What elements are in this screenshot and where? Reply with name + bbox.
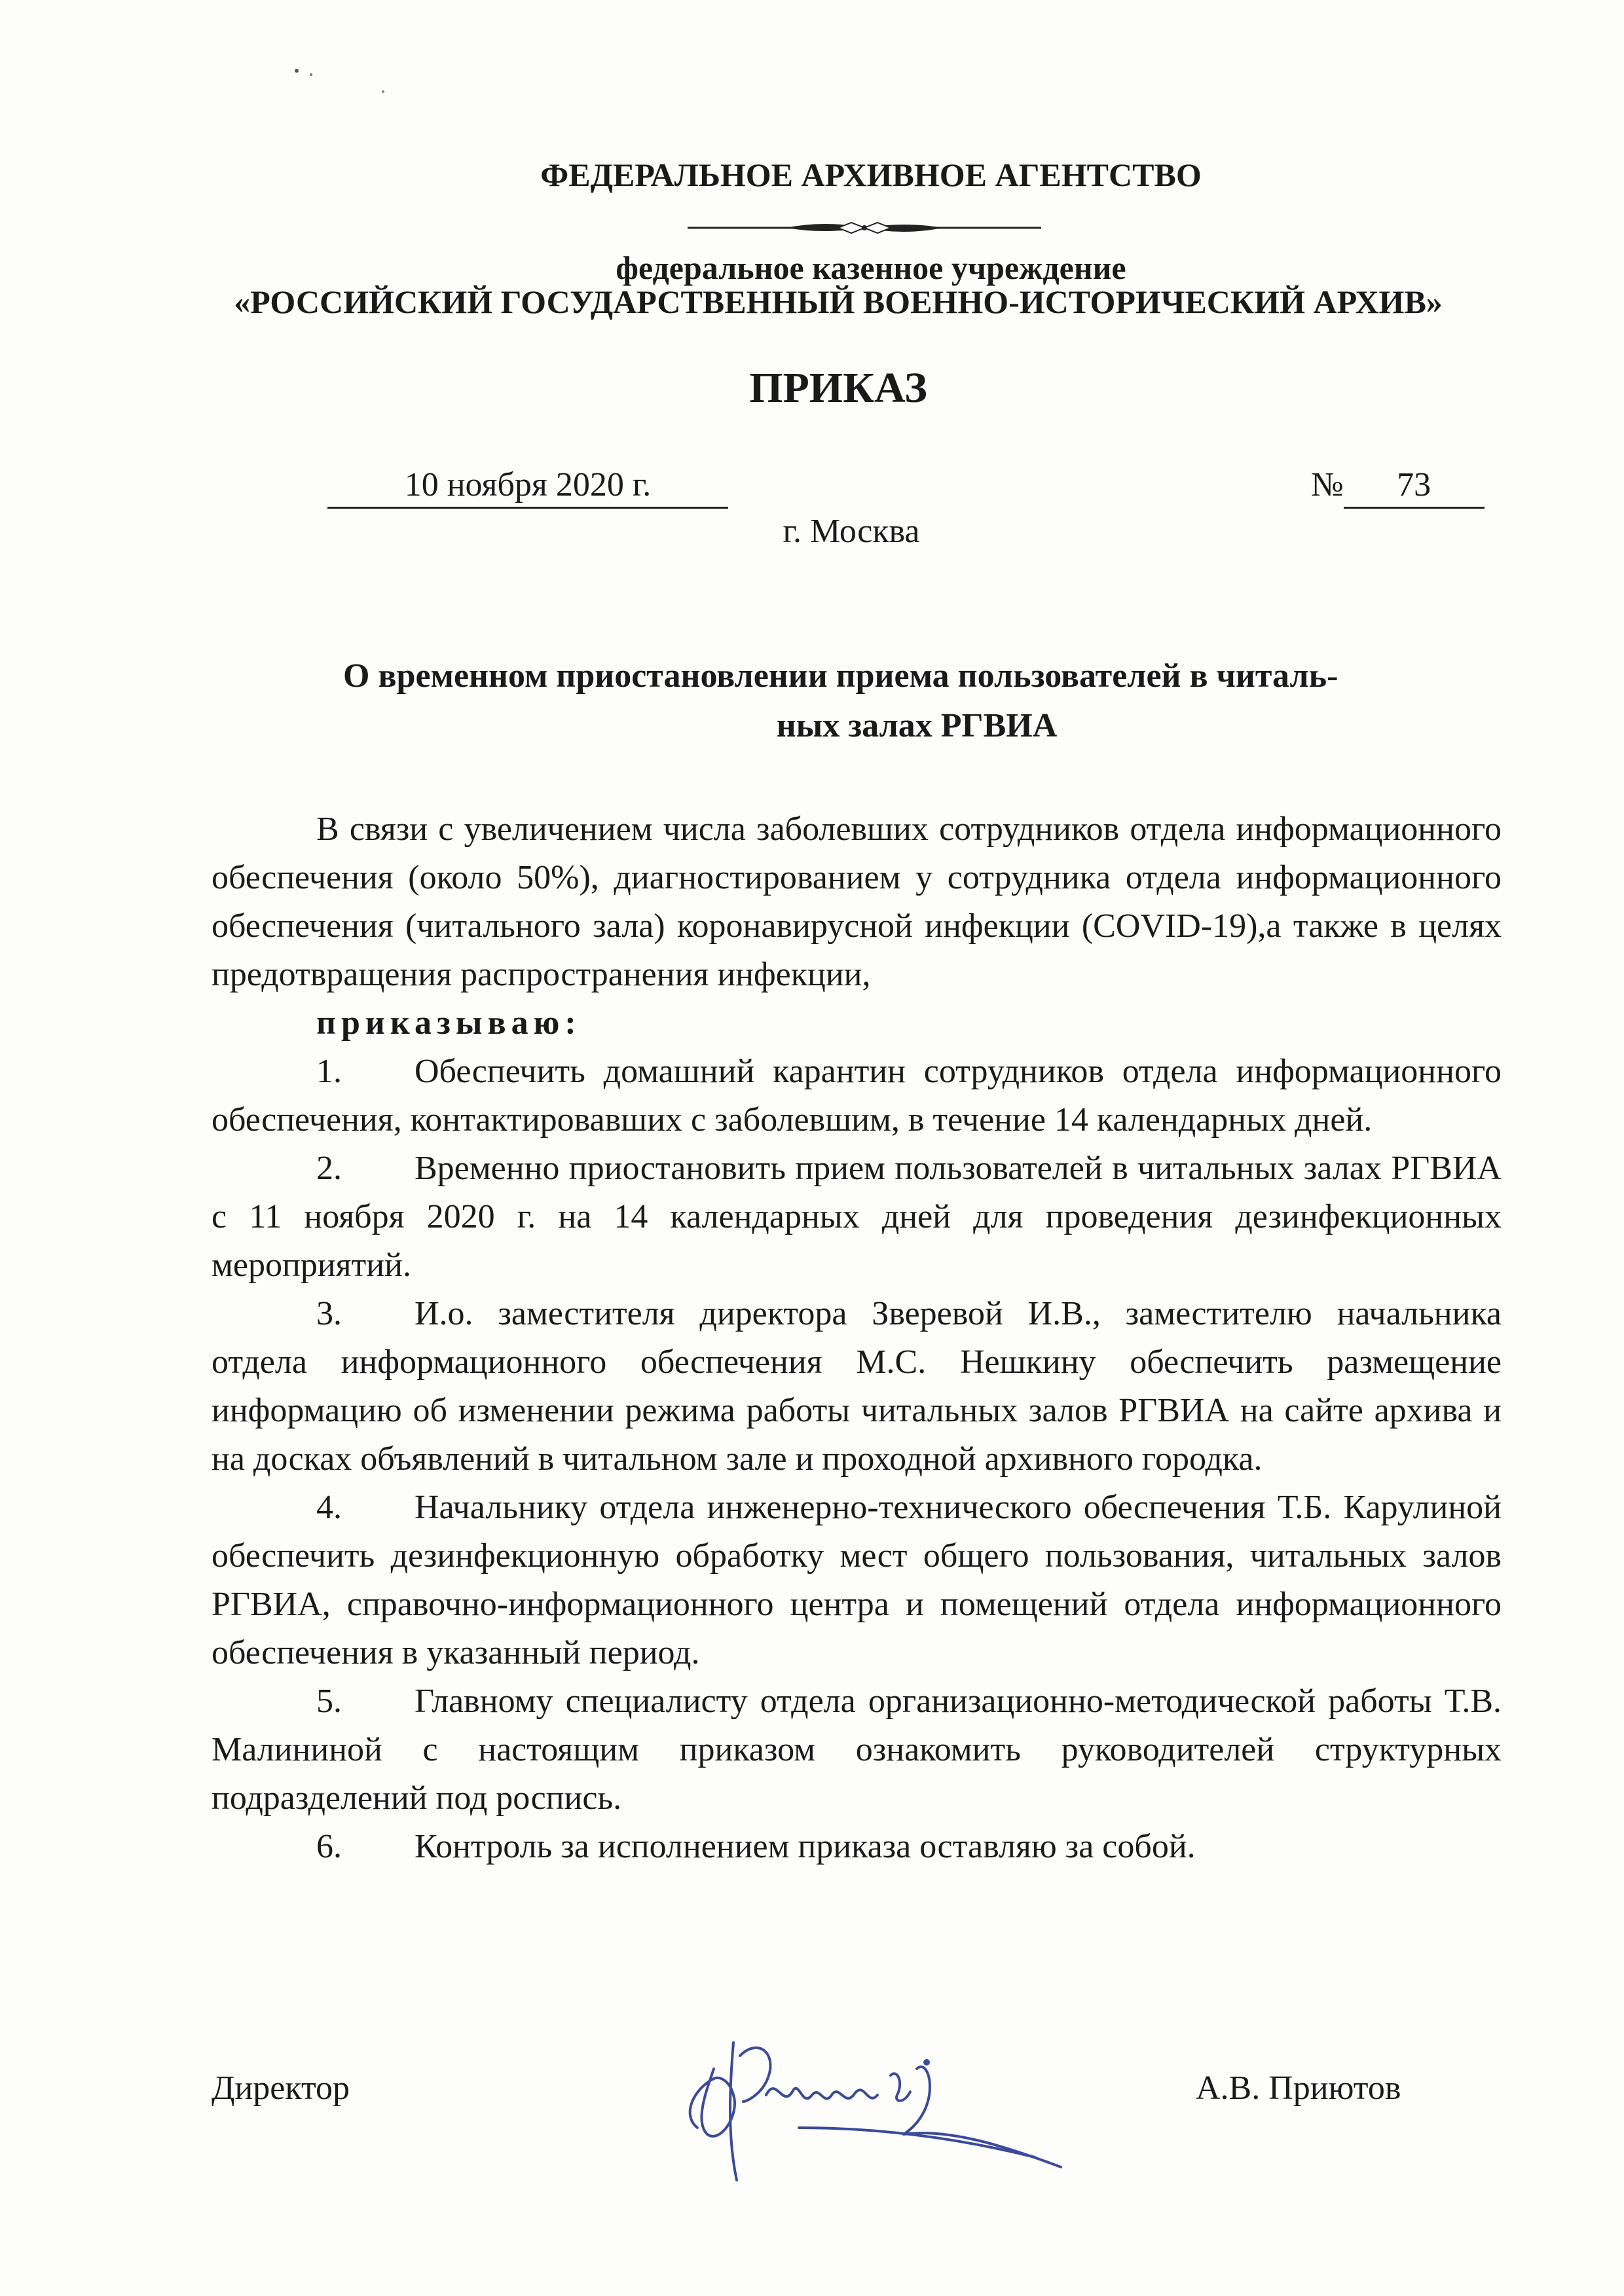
order-item-number: 5.: [316, 1683, 342, 1720]
scan-artifact: [291, 65, 396, 98]
order-item-text: Обеспечить домашний карантин сотрудников отдела информационного обеспечения, контактировавших с заболевшим, в течение 14 календарных дней.: [212, 1053, 1502, 1139]
order-item-number: 4.: [316, 1489, 342, 1526]
order-item-3: [212, 1290, 1502, 1484]
order-item-text: Главному специалисту отдела организационно-методической работы Т.В. Малининой с настоящим приказом ознакомить руководителей структурных подразделений под роспись.: [212, 1683, 1502, 1817]
document-number-field: [1311, 464, 1485, 507]
document-date: 10 ноября 2020 г.: [327, 464, 728, 509]
document-title: [327, 651, 1493, 751]
order-item-text: Контроль за исполнением приказа оставляю за собой.: [415, 1828, 1196, 1865]
order-item-number: 6.: [316, 1828, 342, 1865]
document-body: [212, 805, 1502, 1871]
order-item-number: 3.: [316, 1295, 342, 1332]
order-item-4: [212, 1484, 1502, 1677]
order-item-text: Начальнику отдела инженерно-технического обеспечения Т.Б. Карулиной обеспечить дезинфекционную обработку мест общего пользования, читальных залов РГВИА, справочно-информационного центра и помещений отдела информационного обеспечения в указанный период.: [212, 1489, 1502, 1671]
signer-name: А.В. Приютов: [1196, 2069, 1401, 2107]
signer-role: Директор: [212, 2069, 350, 2107]
document-kind: ПРИКАЗ: [749, 364, 927, 412]
agency-name: ФЕДЕРАЛЬНОЕ АРХИВНОЕ АГЕНТСТВО: [540, 156, 1202, 193]
order-item-number: 1.: [316, 1053, 342, 1090]
order-item-6: [212, 1823, 1502, 1871]
header-ornament-divider: [688, 216, 1041, 240]
document-title-line-2: ных залах РГВИА: [776, 707, 1058, 744]
institution-name: «РОССИЙСКИЙ ГОСУДАРСТВЕННЫЙ ВОЕННО-ИСТОРИЧЕСКИЙ АРХИВ»: [234, 283, 1443, 320]
order-word: приказываю:: [316, 1004, 581, 1042]
preamble-paragraph: В связи с увеличением числа заболевших сотрудников отдела информационного обеспечения (около 50%), диагностированием у сотрудника отдела информационного обеспечения (читального зала) коронавирусной инфекции (COVID-19),а также в целях предотвращения распространения инфекции,: [212, 811, 1502, 993]
order-item-1: [212, 1048, 1502, 1144]
order-item-2: [212, 1144, 1502, 1290]
order-item-number: 2.: [316, 1150, 342, 1187]
institution-type: федеральное казенное учреждение: [616, 249, 1126, 286]
order-item-text: И.о. заместителя директора Зверевой И.В., заместителю начальника отдела информационного обеспечения М.С. Нешкину обеспечить размещение информацию об изменении режима работы читальных залов РГВИА на сайте архива и на досках объявлений в читальном зале и проходной архивного городка.: [212, 1295, 1502, 1478]
order-item-5: [212, 1677, 1502, 1823]
order-item-text: Временно приостановить прием пользователей в читальных залах РГВИА с 11 ноября 2020 г. на 14 календарных дней для проведения дезинфекционных мероприятий.: [212, 1150, 1502, 1284]
document-city: г. Москва: [783, 513, 920, 550]
document-title-line-1: О временном приостановлении приема пользователей в читаль-: [343, 657, 1338, 695]
document-number: 73: [1344, 464, 1485, 509]
document-number-label: №: [1311, 466, 1344, 503]
handwritten-signature: [668, 2030, 1074, 2200]
